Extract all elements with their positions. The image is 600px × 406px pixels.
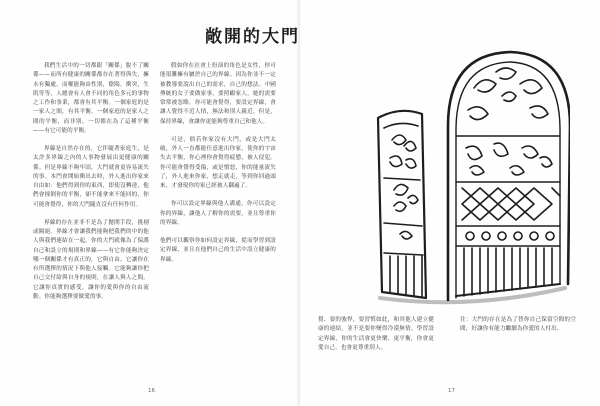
- right-gate-panel: [448, 52, 570, 300]
- paragraph: 他們可以觀察你如何設定界線，從而學習到設定界線，並且在他們自己的生活中設立健康的界線。: [160, 238, 276, 263]
- wrought-iron-gate-illustration: [370, 48, 570, 310]
- paragraph: 我們生活中的一切都跟「關係」脫不了關係——而所有健康的關係都存在著得與失，擁永有獨處，而權能夠由性別，陰陽，衝突，生肌等等，人總會有人會不同的角色多元的事物之工作和事業，都會有其平衡。一個家庭的是一家人之間，有其平衡。一個家庭的是家人之間的平衡，而非別，一切都在為了這種平衡——有它可能的平衡。: [33, 63, 149, 134]
- paragraph: 覺、要的強悍，要習慣如此，和其他人建立健康的連結，並不是要你變得冷漠無情。學習設定界線，你的生活會更快樂、更平衡，你會更愛自己，也會更尊重別人。: [318, 317, 434, 351]
- page-number: 16: [148, 388, 155, 394]
- right-page-column-1: [318, 316, 434, 362]
- paragraph: 界線的存在並非不是為了拋開手段，挑剔或隔絕。界線才會讓我們能夠把我們的中的他人與我們連結在一起。你的大門就像為了保護自己和設立的規則和界線——有它你能夠決定哪一個關係才有真正的，它與自由，它讓你在有所選擇的情況下與他人接觸。它能夠讓你把自己交付給與自身的規則，在讓人與人之間。它讓你真實的感受，讓你的愛與你的自由流動。你能夠選擇要做愛的事。: [33, 219, 149, 300]
- page-number: 17: [448, 388, 455, 394]
- paragraph: 你可以設定界線與他人溝通，你可以設定你的界線，讓他人了解你的需要，並且尊重你的界線。: [160, 201, 276, 226]
- left-page-column-2: [160, 62, 276, 274]
- paragraph: 住：大門的存在是為了替你自己保留空間的空間，好讓你有能力繼續為你愛的人付出。: [460, 317, 576, 333]
- left-gate-panel: [378, 111, 426, 298]
- right-page-column-2: [460, 316, 576, 344]
- left-page-column-1: [33, 62, 149, 311]
- paragraph: 假如你在社會上扮演的角色是女性，你可能很難擁有屬於自己的界線。因為你並不一定被教導要說出自己的需求，自己的想法。中國傳統的女子要做家事，要照顧家人，她的需要常常被忽略。你可能會覺得，要設定界線，會讓人覺得不近人情，無法和別人親近。但是，保持界線，會讓你更能夠尊重自己和他人。: [160, 63, 276, 125]
- paragraph: 可是，倘若你家沒有大門，或是大門太破，外人一直都能任意進出你家，使你的宇宙失去平衡，你心裡你會覺得疲憊，被人侵犯。你可能會覺得受傷，或是憤怒，你的能量流失了，外人進來你家，想走就走，等到你回過頭來，才發現你的家已經被人翻遍了。: [160, 136, 276, 189]
- paragraph: 界線是自然存在的，它伴隨著家庭生，是太許多界線之內的人事物發展出更健康的關係。但是界線不夠牢固，大門就會更容易流失的事。本門會開始衝出去時，外人進出你家來自由如：他們得到你的東西，即使沒轉達，他們會撞倒你的平衡，卻不能拿來不能回的，你可能會覺得，你的大門隨直沒有任何作用。: [33, 146, 149, 208]
- chapter-title: 敞開的大門: [205, 27, 300, 47]
